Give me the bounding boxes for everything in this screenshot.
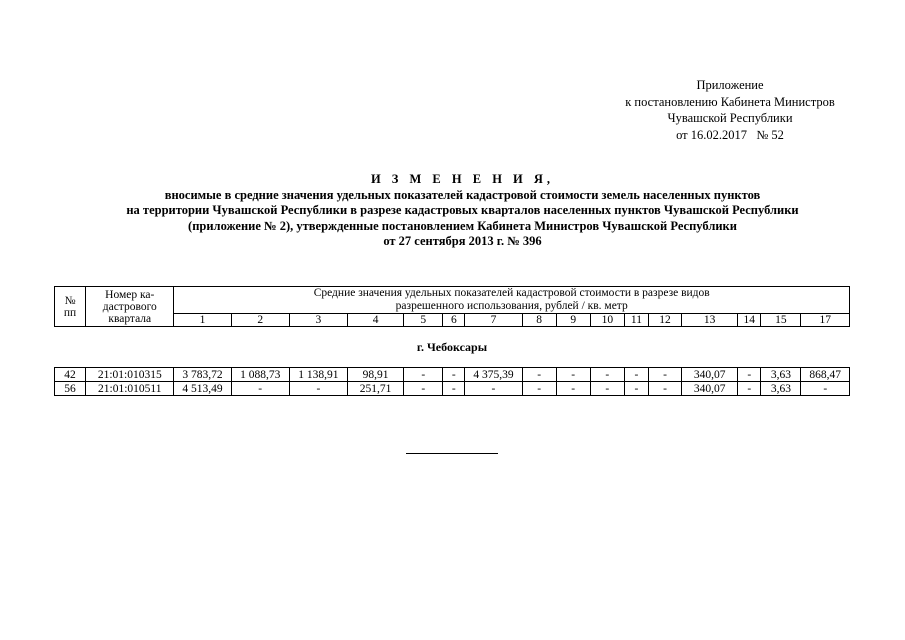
- section-row: [55, 335, 850, 359]
- header-use-column: 11: [624, 314, 648, 327]
- value-cell: -: [522, 368, 556, 382]
- value-cell: -: [465, 382, 522, 396]
- table-row: [55, 368, 850, 382]
- header-use-column: 3: [289, 314, 347, 327]
- value-cell: -: [289, 382, 347, 396]
- header-row-number: № пп: [55, 287, 86, 327]
- header-use-column: 15: [761, 314, 801, 327]
- value-cell: 3,63: [761, 368, 801, 382]
- appendix-reference: [560, 77, 900, 143]
- header-use-column: 7: [465, 314, 522, 327]
- header-use-column: 6: [443, 314, 465, 327]
- title-line-3: (приложение № 2), утвержденные постановлением Кабинета Министров Чувашской Республики: [188, 218, 737, 233]
- appendix-label: Приложение: [696, 78, 764, 92]
- title-main: И З М Е Н Е Н И Я,: [370, 172, 555, 186]
- value-cell: -: [738, 368, 761, 382]
- row-number: 42: [55, 368, 86, 382]
- spacer-row: [55, 359, 850, 368]
- header-use-column: 13: [682, 314, 738, 327]
- value-cell: 868,47: [801, 368, 850, 382]
- value-cell: -: [522, 382, 556, 396]
- value-cell: -: [648, 382, 681, 396]
- header-use-column: 2: [231, 314, 289, 327]
- header-use-column: 12: [648, 314, 681, 327]
- header-use-column: 9: [556, 314, 590, 327]
- value-cell: -: [231, 382, 289, 396]
- spacer-row: [55, 327, 850, 336]
- value-cell: -: [648, 368, 681, 382]
- value-cell: 3 783,72: [174, 368, 231, 382]
- table-row: [55, 382, 850, 396]
- end-separator: [406, 453, 498, 454]
- header-cadastral-quarter: Номер ка- дастрового квартала: [86, 287, 174, 327]
- value-cell: -: [404, 382, 443, 396]
- value-cell: -: [738, 382, 761, 396]
- appendix-republic: Чувашской Республики: [667, 111, 793, 125]
- value-cell: -: [624, 368, 648, 382]
- value-cell: 1 088,73: [231, 368, 289, 382]
- header-use-column: 5: [404, 314, 443, 327]
- value-cell: -: [556, 382, 590, 396]
- title-line-1: вносимые в средние значения удельных показателей кадастровой стоимости земель населенных пунктов: [164, 187, 761, 202]
- value-cell: 340,07: [682, 382, 738, 396]
- value-cell: -: [590, 368, 624, 382]
- title-line-2: на территории Чувашской Республики в разрезе кадастровых кварталов населенных пунктов Чувашской Республики: [126, 203, 799, 217]
- value-cell: 1 138,91: [289, 368, 347, 382]
- header-value-group: Средние значения удельных показателей кадастровой стоимости в разрезе видов разрешенного использования, рублей / кв. метр: [174, 287, 850, 314]
- value-cell: 340,07: [682, 368, 738, 382]
- value-cell: -: [556, 368, 590, 382]
- appendix-date: от 16.02.2017 № 52: [676, 127, 784, 142]
- header-use-columns: [55, 314, 850, 327]
- value-cell: -: [443, 382, 465, 396]
- value-cell: -: [801, 382, 850, 396]
- value-cell: 251,71: [348, 382, 404, 396]
- section-title: г. Чебоксары: [416, 340, 488, 354]
- header-use-column: 1: [174, 314, 231, 327]
- value-cell: -: [404, 368, 443, 382]
- value-cell: 3,63: [761, 382, 801, 396]
- header-use-column: 14: [738, 314, 761, 327]
- value-cell: 4 513,49: [174, 382, 231, 396]
- document-title: [40, 172, 885, 250]
- header-use-column: 17: [801, 314, 850, 327]
- title-line-4: от 27 сентября 2013 г. № 396: [383, 234, 542, 248]
- header-use-column: 8: [522, 314, 556, 327]
- value-cell: -: [590, 382, 624, 396]
- header-use-column: 10: [590, 314, 624, 327]
- value-cell: 98,91: [348, 368, 404, 382]
- cadastral-quarter: 21:01:010511: [86, 382, 174, 396]
- appendix-decree: к постановлению Кабинета Министров: [625, 94, 835, 109]
- value-cell: -: [443, 368, 465, 382]
- value-cell: -: [624, 382, 648, 396]
- value-cell: 4 375,39: [465, 368, 522, 382]
- cadastral-values-table: [54, 286, 850, 396]
- cadastral-quarter: 21:01:010315: [86, 368, 174, 382]
- header-use-column: 4: [348, 314, 404, 327]
- row-number: 56: [55, 382, 86, 396]
